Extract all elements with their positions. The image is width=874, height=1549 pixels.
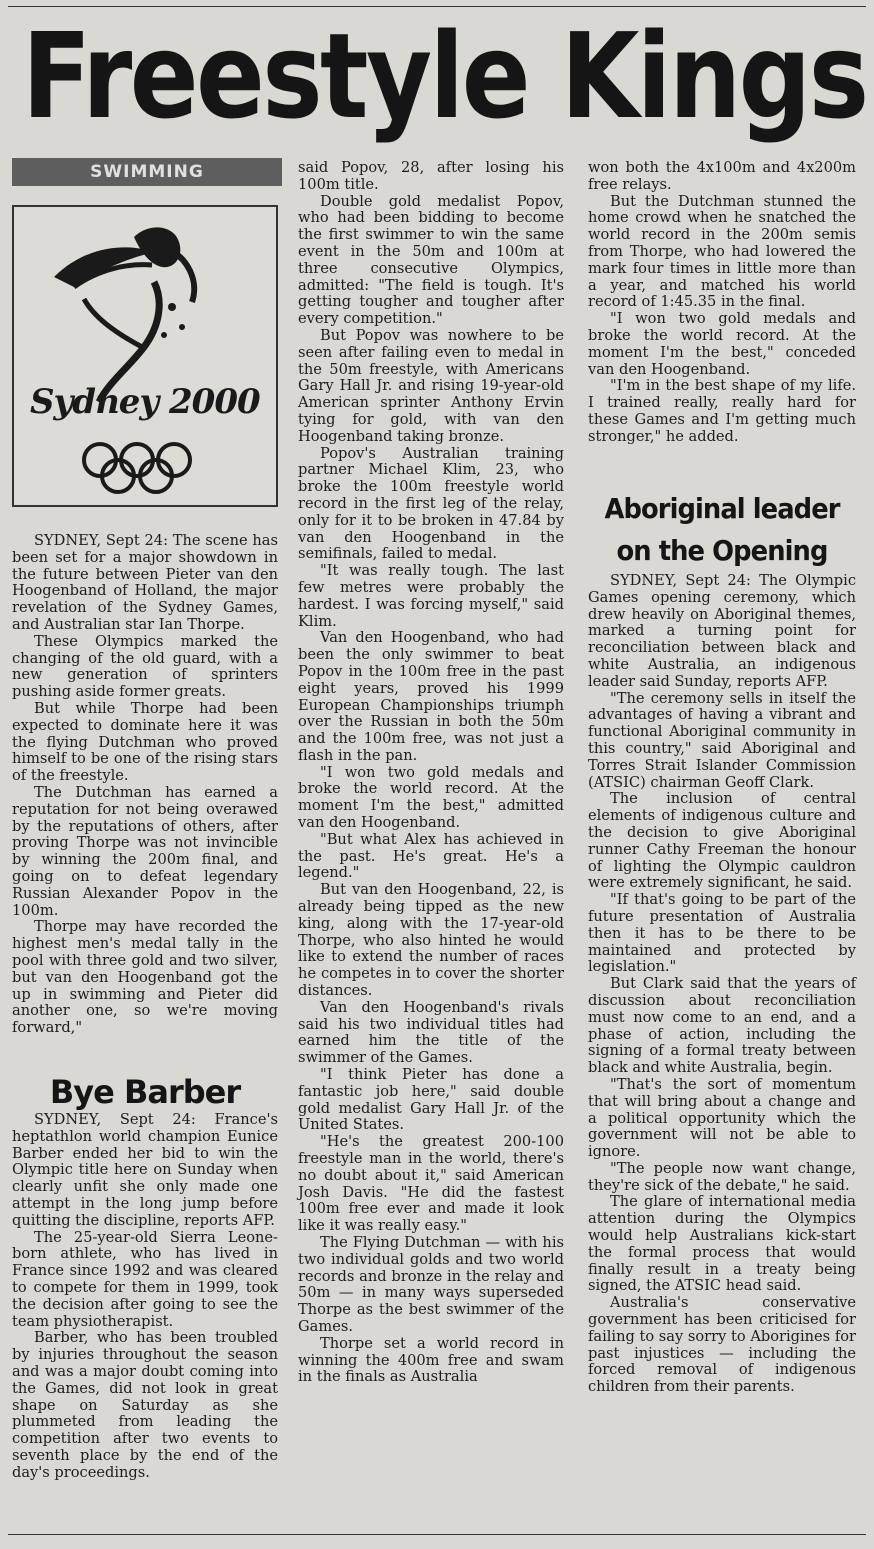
- paragraph: "But what Alex has achieved in the past. He's great. He's a legend.": [298, 830, 564, 882]
- paragraph: Australia's conservative government has been criticised for failing to say sorry to Aborigines for past injustices — including the forced removal of indigenous children from their parents.: [588, 1294, 856, 1396]
- olympic-rings-icon: [80, 440, 210, 500]
- paragraph: The Flying Dutchman — with his two individual golds and two world records and bronze in the relay and 50m — in many ways superseded Thorpe as the best swimmer of the Games.: [298, 1234, 564, 1335]
- aboriginal-article: [588, 573, 856, 1396]
- paragraph: "It was really tough. The last few metres were probably the hardest. I was forcing myself," said Klim.: [298, 562, 564, 630]
- paragraph: "I'm in the best shape of my life. I trained really, really hard for these Games and I'm getting much stronger," he added.: [588, 377, 856, 445]
- paragraph: Van den Hoogenband, who had been the only swimmer to beat Popov in the 100m free in the past eight years, proved his 1999 European Championships triumph over the Russian in both the 50m and the 100m free, was not just a flash in the pan.: [298, 629, 564, 764]
- article-column-3: [588, 160, 856, 446]
- paragraph: "I think Pieter has done a fantastic job here," said double gold medalist Gary Hall Jr. of the United States.: [298, 1066, 564, 1134]
- paragraph: "He's the greatest 200-100 freestyle man in the world, there's no doubt about it," said American Josh Davis. "He did the fastest 100m free ever and made it look like it was really easy.": [298, 1133, 564, 1235]
- paragraph: Thorpe may have recorded the highest men's medal tally in the pool with three gold and two silver, but van den Hoogenband got the up in swimming and Pieter did another one, so we're moving forward,": [12, 918, 278, 1037]
- paragraph: But while Thorpe had been expected to dominate here it was the flying Dutchman who proved himself to be one of the rising stars of the freestyle.: [12, 699, 278, 785]
- paragraph: These Olympics marked the changing of the old guard, with a new generation of sprinters pushing aside former greats.: [12, 632, 278, 701]
- paragraph: "I won two gold medals and broke the world record. At the moment I'm the best," admitted van den Hoogenband.: [298, 763, 564, 832]
- paragraph: Popov's Australian training partner Michael Klim, 23, who broke the 100m freestyle world record in the first leg of the relay, only for it to be broken in 47.84 by van den Hoogenband in the semifinals, failed to medal.: [298, 444, 564, 563]
- paragraph: "That's the sort of momentum that will bring about a change and a political opportunity which the government will not be able to ignore.: [588, 1075, 856, 1161]
- paragraph: "I won two gold medals and broke the world record. At the moment I'm the best," conceded van den Hoogenband.: [588, 310, 856, 378]
- paragraph: "The ceremony sells in itself the advantages of having a vibrant and functional Aboriginal community in this country," said Aboriginal and Torres Strait Islander Commission (ATSIC) chairman Geoff Clark.: [588, 689, 856, 791]
- paragraph: The 25-year-old Sierra Leone-born athlete, who has lived in France since 1992 and was cleared to compete for them in 1999, took the decision after going to see the team physiotherapist.: [12, 1228, 278, 1330]
- paragraph: But the Dutchman stunned the home crowd when he snatched the world record in the 200m semis from Thorpe, who had lowered the mark four times in little more than a year, and matched his world record of 1:45.35 in the final.: [588, 192, 856, 311]
- paragraph: SYDNEY, Sept 24: France's heptathlon world champion Eunice Barber ended her bid to win the Olympic title here on Sunday when clearly unfit she only made one attempt in the long jump before quitting the discipline, reports AFP.: [12, 1111, 278, 1229]
- paragraph: The glare of international media attention during the Olympics would help Australians kick-start the formal process that would finally result in a treaty being signed, the ATSIC head said.: [588, 1193, 856, 1295]
- bottom-rule: [8, 1534, 866, 1535]
- paragraph: But Popov was nowhere to be seen after failing even to medal in the 50m freestyle, with Americans Gary Hall Jr. and rising 19-year-old American sprinter Anthony Ervin tying for gold, with van den Hoogenband taking bronze.: [298, 326, 564, 445]
- paragraph: won both the 4x100m and 4x200m free relays.: [588, 159, 856, 193]
- article-column-2: [298, 160, 564, 1386]
- bye-barber-article: [12, 1112, 278, 1482]
- paragraph: The inclusion of central elements of indigenous culture and the decision to give Aboriginal runner Cathy Freeman the honour of lighting the Olympic cauldron were extremely significant, he said.: [588, 790, 856, 892]
- paragraph: "The people now want change, they're sick of the debate," he said.: [588, 1159, 856, 1194]
- paragraph: SYDNEY, Sept 24: The Olympic Games opening ceremony, which drew heavily on Aboriginal themes, marked a turning point for reconciliation between black and white Australia, an indigenous leader said Sunday, reports AFP.: [588, 572, 856, 690]
- bye-barber-headline: Bye Barber: [49, 1073, 241, 1111]
- paragraph: "If that's going to be part of the future presentation of Australia then it has to be there to be maintained and protected by legislation.": [588, 891, 856, 976]
- aboriginal-headline-line-1: Aboriginal leader: [604, 492, 840, 525]
- paragraph: SYDNEY, Sept 24: The scene has been set for a major showdown in the future between Pieter van den Hoogenband of Holland, the major revelation of the Sydney Games, and Australian star Ian Thorpe.: [12, 532, 278, 633]
- paragraph: But van den Hoogenband, 22, is already being tipped as the new king, along with the 17-year-old Thorpe, who also hinted he would like to extend the number of races he competes in to cover the shorter distances.: [298, 881, 564, 1000]
- page-headline: Freestyle Kings: [22, 7, 867, 145]
- aboriginal-headline-line-2: on the Opening: [616, 534, 828, 567]
- aboriginal-headline: [599, 488, 846, 572]
- paragraph: Thorpe set a world record in winning the 400m free and swam in the finals as Australia: [298, 1334, 564, 1386]
- section-label: SWIMMING: [12, 158, 282, 186]
- paragraph: Double gold medalist Popov, who had been bidding to become the first swimmer to win the same event in the 50m and 100m at three consecutive Olympics, admitted: "The field is tough. It's getting tougher and tougher after every competition.": [298, 192, 564, 328]
- article-column-1: [12, 533, 278, 1037]
- paragraph: But Clark said that the years of discussion about reconciliation must now come to an end, and a phase of action, including the signing of a formal treaty between black and white Australia, begin.: [588, 975, 856, 1077]
- paragraph: said Popov, 28, after losing his 100m title.: [298, 159, 564, 193]
- paragraph: Van den Hoogenband's rivals said his two individual titles had earned him the title of the swimmer of the Games.: [298, 998, 564, 1067]
- paragraph: The Dutchman has earned a reputation for not being overawed by the reputations of others, after proving Thorpe was not invincible by winning the 200m final, and going on to defeat legendary Russian Alexander Popov in the 100m.: [12, 783, 278, 919]
- logo-wordmark: Sydney 2000: [30, 382, 260, 422]
- paragraph: Barber, who has been troubled by injuries throughout the season and was a major doubt coming into the Games, did not look in great shape on Saturday as she plummeted from leading the competition after two events to seventh place by the end of the day's proceedings.: [12, 1329, 278, 1481]
